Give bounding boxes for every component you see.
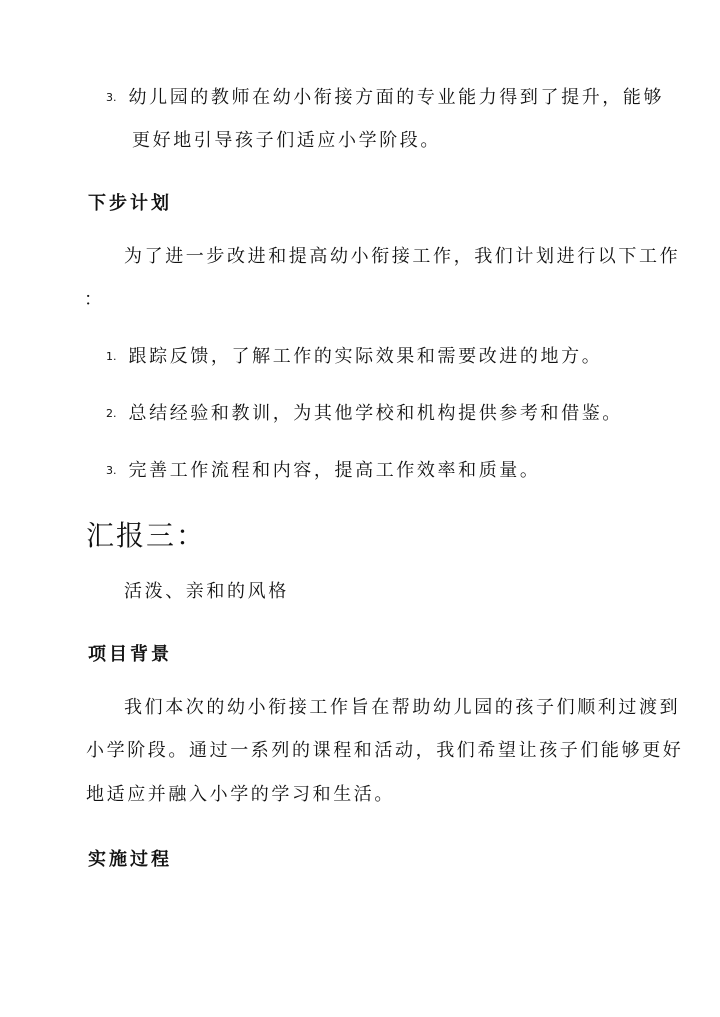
list-item [106,462,541,480]
paragraph-line: ： [84,289,105,310]
paragraph-line: 我们本次的幼小衔接工作旨在帮助幼儿园的孩子们顺利过渡到 [124,697,681,718]
list-item [106,348,602,366]
paragraph-line: 小学阶段。通过一系列的课程和活动，我们希望让孩子们能够更好 [86,740,684,761]
list-item-continuation: 更好地引导孩子们适应小学阶段。 [132,130,441,151]
list-number: 2. [106,407,117,420]
list-number: 1. [106,350,117,363]
list-item-text: 总结经验和教训，为其他学校和机构提供参考和借鉴。 [128,403,623,424]
section-heading-implementation: 实施过程 [88,849,172,870]
list-item-text: 幼儿园的教师在幼小衔接方面的专业能力得到了提升，能够 [128,87,665,108]
list-item-text: 跟踪反馈，了解工作的实际效果和需要改进的地方。 [128,346,603,367]
list-item-text: 完善工作流程和内容，提高工作效率和质量。 [128,460,541,481]
list-number: 3. [106,464,117,477]
list-item [106,405,623,423]
paragraph-line: 为了进一步改进和提高幼小衔接工作，我们计划进行以下工作 [124,246,681,267]
report-title: 汇报三： [86,519,207,552]
list-number: 3. [106,91,117,104]
style-note: 活泼、亲和的风格 [124,581,289,602]
section-heading-next-plan: 下步计划 [88,193,172,214]
section-heading-project-background: 项目背景 [88,644,172,665]
list-item [106,89,664,107]
paragraph-line: 地适应并融入小学的学习和生活。 [86,784,395,805]
